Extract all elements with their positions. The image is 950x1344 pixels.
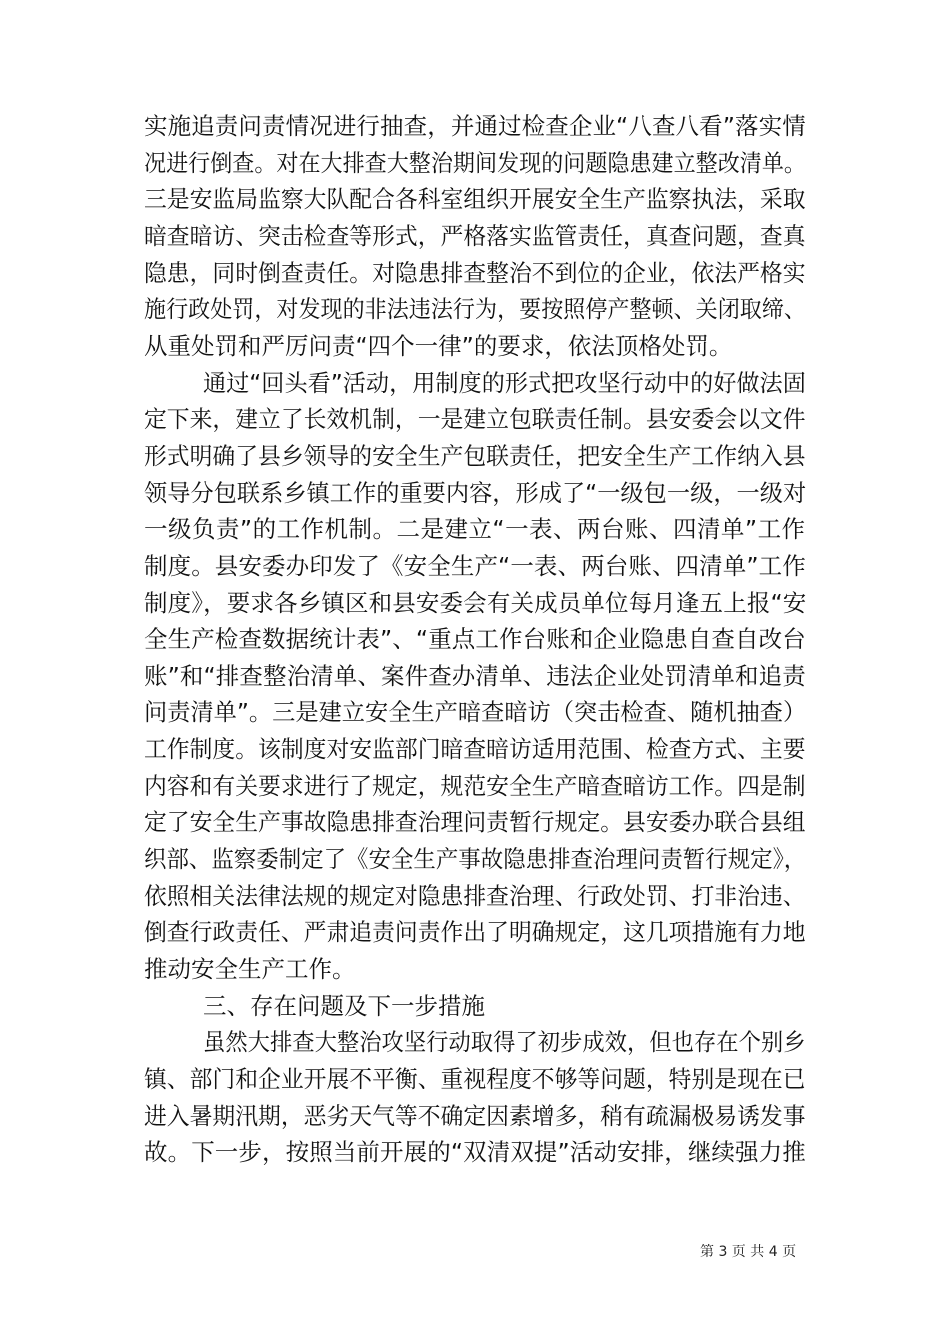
text-line: 依照相关法律法规的规定对隐患排查治理、行政处罚、打非治违、: [144, 881, 806, 910]
text-line: 倒查行政责任、严肃追责问责作出了明确规定，这几项措施有力地: [144, 918, 806, 947]
text-line: 一级负责”的工作机制。二是建立“一表、两台账、四清单”工作: [144, 515, 806, 544]
text-line: 账”和“排查整治清单、案件查办清单、违法企业处罚清单和追责: [144, 661, 806, 690]
text-line: 通过“回头看”活动，用制度的形式把攻坚行动中的好做法固: [203, 368, 806, 397]
text-line: 形式明确了县乡领导的安全生产包联责任，把安全生产工作纳入县: [144, 441, 806, 470]
text-line: 制度。县安委办印发了《安全生产“一表、两台账、四清单”工作: [144, 551, 806, 580]
text-line: 进入暑期汛期，恶劣天气等不确定因素增多，稍有疏漏极易诱发事: [144, 1101, 806, 1130]
text-line: 施行政处罚，对发现的非法违法行为，要按照停产整顿、关闭取缔、: [144, 295, 806, 324]
text-line: 三、存在问题及下一步措施: [203, 991, 485, 1020]
text-line: 推动安全生产工作。: [144, 954, 356, 983]
text-line: 虽然大排查大整治攻坚行动取得了初步成效，但也存在个别乡: [203, 1028, 806, 1057]
text-line: 织部、监察委制定了《安全生产事故隐患排查治理问责暂行规定》，: [144, 845, 807, 873]
text-line: 实施追责问责情况进行抽查，并通过检查企业“八查八看”落实情: [144, 112, 806, 140]
text-line: 暗查暗访、突击检查等形式，严格落实监管责任，真查问题，查真: [144, 221, 806, 250]
text-line: 三是安监局监察大队配合各科室组织开展安全生产监察执法，采取: [144, 185, 806, 214]
page-number: 第 3 页 共 4 页: [700, 1244, 797, 1260]
text-line: 从重处罚和严厉问责“四个一律”的要求，依法顶格处罚。: [144, 331, 733, 360]
text-line: 定下来，建立了长效机制，一是建立包联责任制。县安委会以文件: [144, 405, 806, 434]
text-line: 况进行倒查。对在大排查大整治期间发现的问题隐患建立整改清单。: [144, 148, 806, 177]
text-line: 隐患，同时倒查责任。对隐患排查整治不到位的企业，依法严格实: [144, 258, 806, 287]
text-line: 领导分包联系乡镇工作的重要内容，形成了“一级包一级，一级对: [144, 478, 807, 507]
text-line: 问责清单”。三是建立安全生产暗查暗访（突击检查、随机抽查）: [144, 698, 807, 727]
text-line: 内容和有关要求进行了规定，规范安全生产暗查暗访工作。四是制: [144, 771, 806, 800]
text-line: 故。下一步，按照当前开展的“双清双提”活动安排，继续强力推: [144, 1138, 806, 1167]
text-line: 制度》，要求各乡镇区和县安委会有关成员单位每月逢五上报“安: [144, 588, 807, 617]
text-line: 全生产检查数据统计表”、“重点工作台账和企业隐患自查自改台: [144, 625, 806, 654]
text-line: 定了安全生产事故隐患排查治理问责暂行规定。县安委办联合县组: [144, 808, 806, 837]
text-line: 工作制度。该制度对安监部门暗查暗访适用范围、检查方式、主要: [144, 735, 806, 763]
text-line: 镇、部门和企业开展不平衡、重视程度不够等问题，特别是现在已: [144, 1064, 806, 1093]
